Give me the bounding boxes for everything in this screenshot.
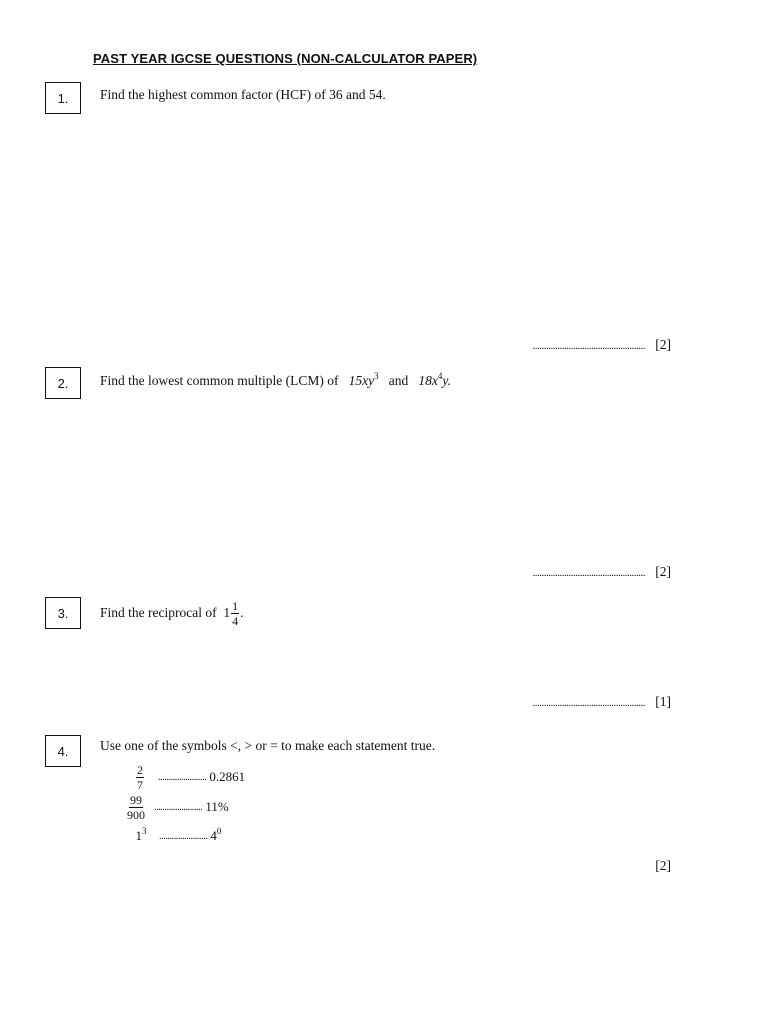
fraction-one-quarter: $\frac{1}{4}$ (232, 598, 239, 628)
question-2-prompt: Find the lowest common multiple (LCM) of (100, 373, 339, 388)
statement-3 (129, 826, 221, 846)
answer-line-3: .................................................. (532, 697, 645, 709)
statement-1-rhs: 0.2861 (209, 769, 246, 784)
statement-1-blank: ....................... (158, 771, 207, 783)
statement-2-blank: ....................... (154, 801, 203, 813)
question-2-expression-1: $15xy^3$ (348, 371, 379, 388)
fraction-99-over-900: $\frac{99}{900}$ (127, 792, 145, 822)
statement-2-rhs: 11% (205, 799, 229, 814)
statement-1 (128, 762, 245, 792)
question-3-text: Find the reciprocal of 1 $\frac{1}{4}$ . (100, 598, 244, 628)
statement-3-lhs: $1^3$ (135, 826, 147, 843)
marks-3: [1] (655, 694, 671, 709)
question-2-expression-2: $18x^4y$. (418, 371, 451, 388)
question-3-prompt: Find the reciprocal of (100, 605, 217, 620)
question-number-box-3: 3. (45, 597, 81, 629)
statement-3-blank: ....................... (159, 830, 208, 842)
statement-3-rhs: $4^0$ (210, 826, 222, 843)
mixed-number-whole: 1 (223, 605, 231, 620)
page-title: PAST YEAR IGCSE QUESTIONS (NON-CALCULATOR PAPER) (93, 51, 478, 66)
question-number-box-2: 2. (45, 367, 81, 399)
question-number-box-1: 1. (45, 82, 81, 114)
marks-1: [2] (655, 337, 671, 352)
question-2-text (100, 373, 451, 389)
question-1-text: Find the highest common factor (HCF) of 36 and 54. (100, 87, 386, 102)
answer-line-2: .................................................. (532, 567, 645, 579)
question-2-joiner: and (388, 373, 409, 388)
marks-2: [2] (655, 564, 671, 579)
question-4-text: Use one of the symbols <, > or = to make each statement true. (100, 738, 436, 753)
fraction-two-sevenths: $\frac{2}{7}$ (137, 762, 143, 792)
marks-4: [2] (655, 858, 671, 873)
statement-2 (124, 792, 229, 822)
answer-line-1: .................................................. (532, 340, 645, 352)
question-number-box-4: 4. (45, 735, 81, 767)
